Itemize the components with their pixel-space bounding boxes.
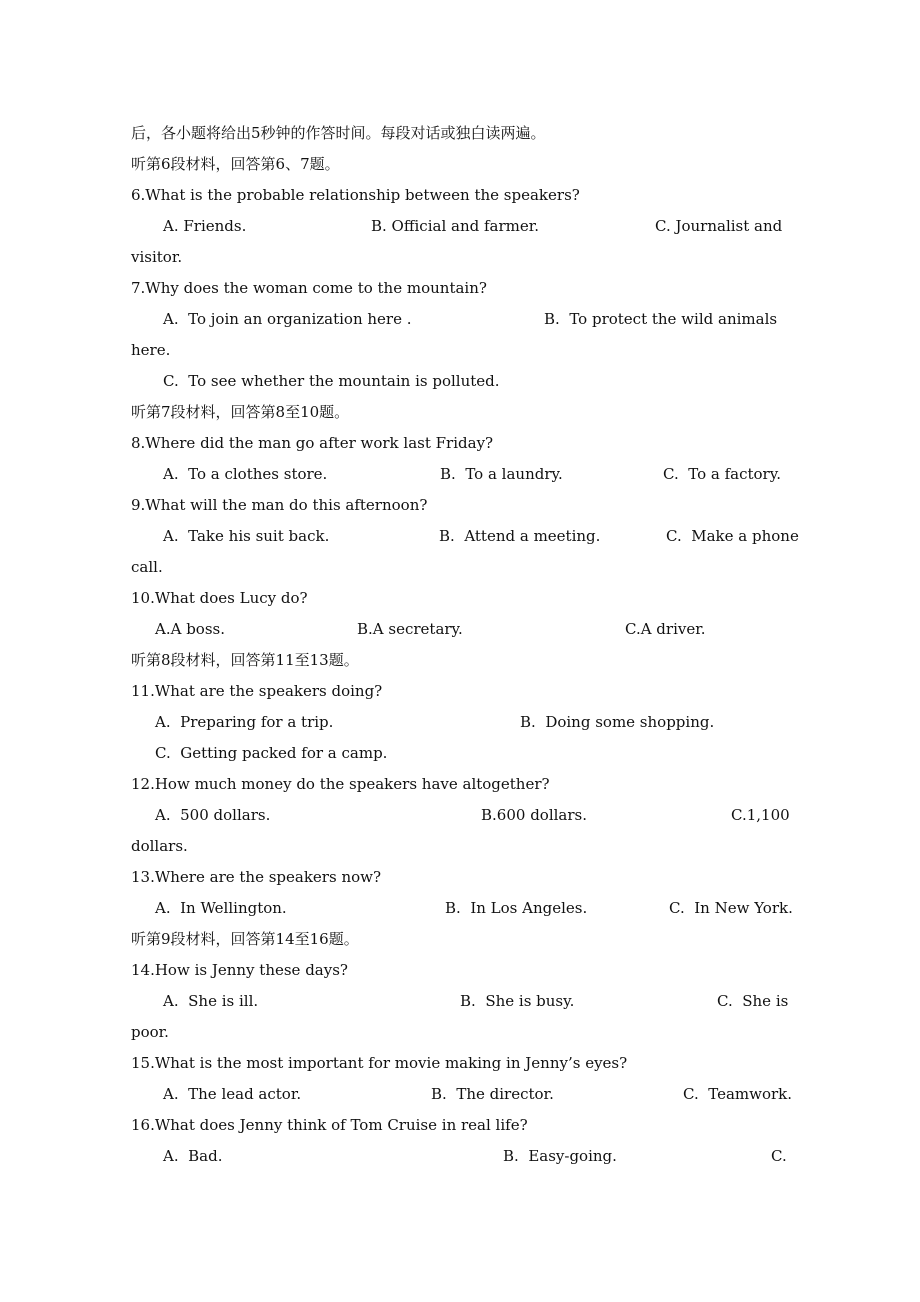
question-stem: 15.What is the most important for movie making in Jenny’s eyes? bbox=[131, 1054, 628, 1072]
section-heading: 听第6段材料，回答第6、7题。 bbox=[131, 155, 340, 173]
option-c: C.A driver. bbox=[625, 620, 706, 638]
option-b: B. In Los Angeles. bbox=[445, 899, 588, 917]
option-a: A. To a clothes store. bbox=[163, 465, 328, 483]
option-b: B. Doing some shopping. bbox=[520, 713, 715, 731]
option-a: A. Take his suit back. bbox=[163, 527, 330, 545]
option-a: A.A boss. bbox=[155, 620, 225, 638]
option-continuation: poor. bbox=[131, 1023, 169, 1041]
option-b: B. To protect the wild animals bbox=[544, 310, 778, 328]
option-b: B.600 dollars. bbox=[481, 806, 587, 824]
question-stem: 9.What will the man do this afternoon? bbox=[131, 496, 428, 514]
question-stem: 7.Why does the woman come to the mountain? bbox=[131, 279, 487, 297]
option-c: C. Getting packed for a camp. bbox=[155, 744, 388, 762]
question-stem: 16.What does Jenny think of Tom Cruise in real life? bbox=[131, 1116, 528, 1134]
option-c: C. She is bbox=[717, 992, 789, 1010]
option-a: A. She is ill. bbox=[163, 992, 259, 1010]
option-c: C. To a factory. bbox=[663, 465, 781, 483]
option-b: B. Attend a meeting. bbox=[439, 527, 601, 545]
option-b: B. She is busy. bbox=[460, 992, 575, 1010]
option-a: A. To join an organization here . bbox=[163, 310, 412, 328]
option-b: B. The director. bbox=[431, 1085, 554, 1103]
question-stem: 6.What is the probable relationship between the speakers? bbox=[131, 186, 580, 204]
option-continuation: visitor. bbox=[131, 248, 183, 266]
option-a: A. 500 dollars. bbox=[155, 806, 271, 824]
option-c: C. To see whether the mountain is polluted. bbox=[163, 372, 500, 390]
question-stem: 11.What are the speakers doing? bbox=[131, 682, 383, 700]
option-c: C. bbox=[771, 1147, 787, 1165]
intro-instructions: 后，各小题将给出5秒钟的作答时间。每段对话或独白读两遍。 bbox=[131, 124, 546, 142]
option-a: A. Friends. bbox=[163, 217, 247, 235]
question-stem: 13.Where are the speakers now? bbox=[131, 868, 382, 886]
option-c: C. Make a phone bbox=[666, 527, 799, 545]
question-stem: 12.How much money do the speakers have altogether? bbox=[131, 775, 550, 793]
option-continuation: call. bbox=[131, 558, 163, 576]
option-a: A. In Wellington. bbox=[155, 899, 287, 917]
question-stem: 14.How is Jenny these days? bbox=[131, 961, 348, 979]
option-b: B. To a laundry. bbox=[440, 465, 563, 483]
option-c: C. Journalist and bbox=[655, 217, 783, 235]
option-a: A. The lead actor. bbox=[163, 1085, 302, 1103]
option-a: A. Preparing for a trip. bbox=[155, 713, 334, 731]
section-heading: 听第9段材料，回答第14至16题。 bbox=[131, 930, 359, 948]
option-continuation: dollars. bbox=[131, 837, 188, 855]
section-heading: 听第8段材料，回答第11至13题。 bbox=[131, 651, 359, 669]
option-b: B. Official and farmer. bbox=[371, 217, 540, 235]
option-a: A. Bad. bbox=[163, 1147, 223, 1165]
option-continuation: here. bbox=[131, 341, 171, 359]
option-b: B. Easy-going. bbox=[503, 1147, 617, 1165]
option-c: C. In New York. bbox=[669, 899, 793, 917]
section-heading: 听第7段材料，回答第8至10题。 bbox=[131, 403, 350, 421]
question-stem: 10.What does Lucy do? bbox=[131, 589, 308, 607]
option-b: B.A secretary. bbox=[357, 620, 463, 638]
option-c: C. Teamwork. bbox=[683, 1085, 793, 1103]
option-c: C.1,100 bbox=[731, 806, 790, 824]
question-stem: 8.Where did the man go after work last Friday? bbox=[131, 434, 494, 452]
